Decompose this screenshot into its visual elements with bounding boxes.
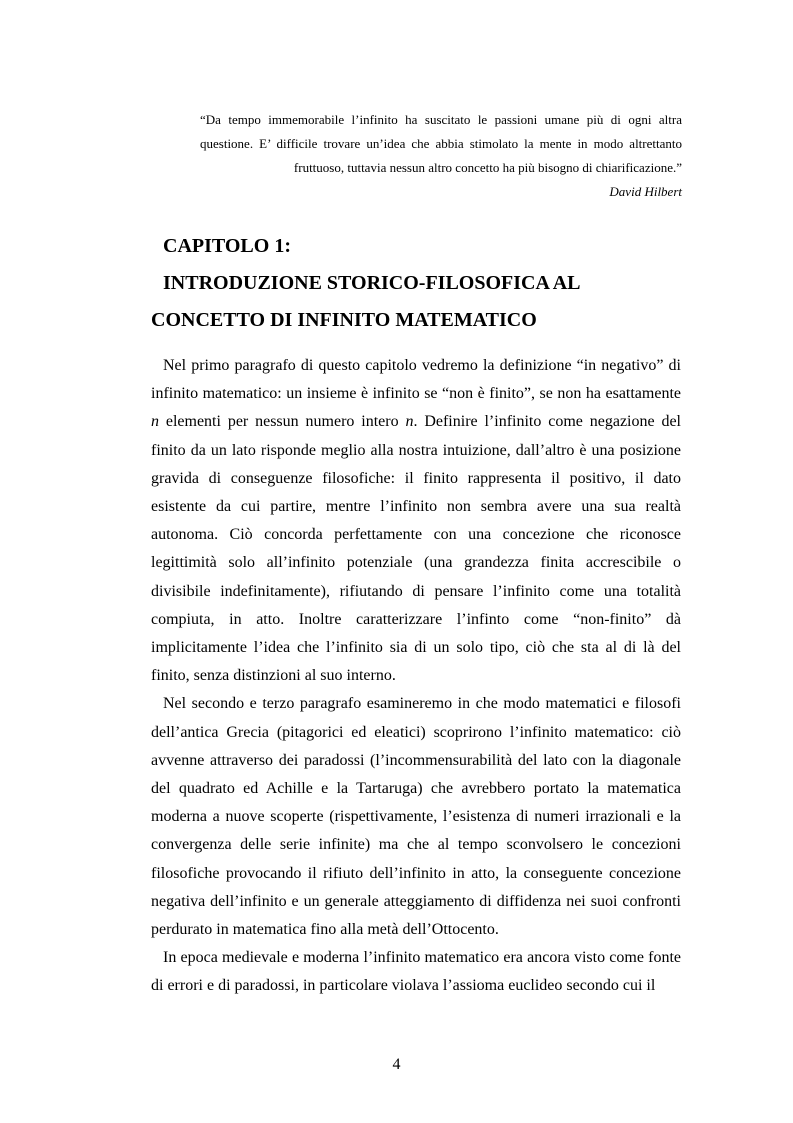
variable-n: n [151,413,159,431]
paragraph-1-part-c: . Definire l’infinito come negazione del finito da un lato risponde meglio alla nostra intuizione, dall’altro è una posizione gravida di conseguenze filosofiche: il finito rappresenta il positivo, il dato esistente da cui partire, mentre l’infinito non sembra avere una sua realtà autonoma. Ciò concorda perfettamente con una concezione che riconosce legittimità solo all’infinito potenziale (una grandezza finita accrescibile o divisibile indefinitamente), rifiutando di pensare l’infinito come una totalità compiuta, in atto. Inoltre caratterizzare l’infinto come “non-finito” dà implicitamente l’idea che l’infinito sia di un solo tipo, ciò che sta al di là del finito, senza distinzioni al suo interno. [151,413,682,685]
page-number: 4 [392,1056,401,1073]
paragraph-1 [151,352,681,690]
paragraph-2: Nel secondo e terzo paragrafo esamineremo in che modo matematici e filosofi dell’antica Grecia (pitagorici ed eleatici) scoprirono l’infinito matematico: ciò avvenne attraverso dei paradossi (l’incommensurabilità del lato con la diagonale del quadrato ed Achille e la Tartaruga) che avrebbero portato la matematica moderna a nuove scoperte (rispettivamente, l’esistenza di numeri irrazionali e la convergenza delle serie infinite) ma che al tempo sconvolsero le concezioni filosofiche provocando il rifiuto dell’infinito in atto, la conseguente concezione negativa dell’infinito e un generale atteggiamento di diffidenza nei suoi confronti perdurato in matematica fino alla metà dell’Ottocento. [151,695,681,939]
paragraph-1-part-b: elementi per nessun numero intero [159,413,406,431]
variable-n: n [405,413,414,431]
epigraph-author: David Hilbert [609,184,682,199]
chapter-title: INTRODUZIONE STORICO-FILOSOFICA AL CONCETTO DI INFINITO MATEMATICO [151,272,580,331]
epigraph [200,108,682,204]
chapter-label: CAPITOLO 1: [163,235,291,257]
paragraph-1-part-a: Nel primo paragrafo di questo capitolo vedremo la definizione “in negativo” di infinito matematico: un insieme è infinito se “non è finito”, se non ha esattamente [151,357,681,403]
body-text [151,352,681,1001]
chapter-heading [151,228,681,339]
paragraph-3: In epoca medievale e moderna l’infinito matematico era ancora visto come fonte di errori e di paradossi, in particolare violava l’assioma euclideo secondo cui il [151,949,681,995]
epigraph-quote: “Da tempo immemorabile l’infinito ha suscitato le passioni umane più di ogni altra questione. E’ difficile trovare un’idea che abbia stimolato la mente in modo altrettanto fruttuoso, tuttavia nessun altro concetto ha più bisogno di chiarificazione.” [200,112,682,175]
